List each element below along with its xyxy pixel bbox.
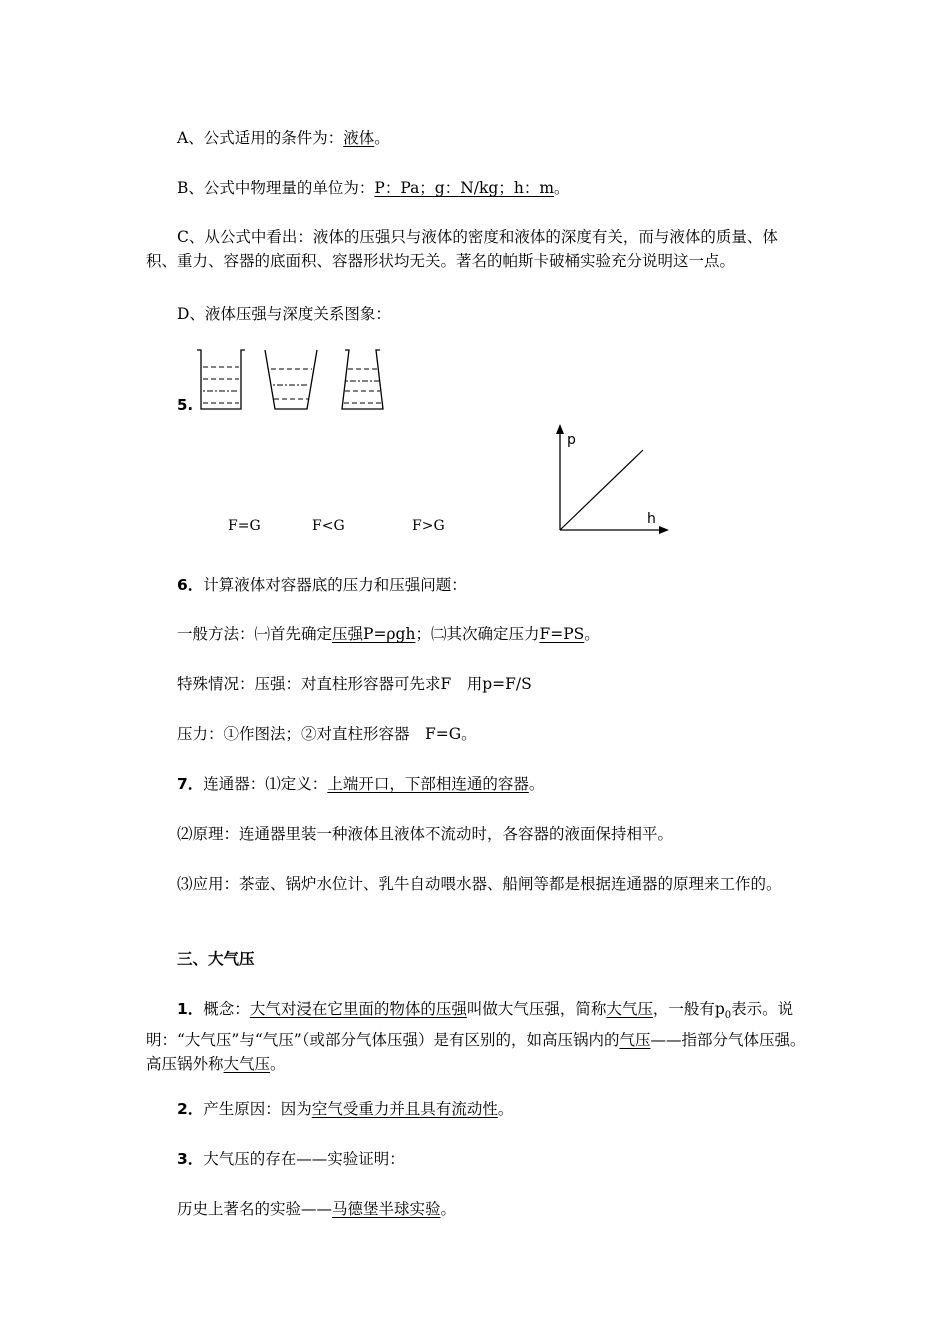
concept-t4: 表示。说明：“大气压”与“气压”（或部分气体压强）是有区别的，如高压锅内的 [146,1000,794,1050]
item-c [146,225,806,273]
container-diagrams [195,345,405,420]
history-suffix: 。 [440,1200,457,1218]
item-6-title-text: 计算液体对容器底的压力和压强问题： [203,576,467,594]
general-mid: ；㈡其次确定压力 [415,625,540,643]
pressure-depth-graph [545,422,675,537]
atmosphere-cause [146,1097,806,1121]
concept-t6: 。 [270,1055,286,1074]
concept-subscript: 0 [724,1010,732,1022]
item-a-text: A、公式适用的条件为： [177,129,344,147]
item-c-text: C、从公式中看出：液体的压强只与液体的密度和液体的深度有关，而与液体的质量、体积、重力、容器的底面积、容器形状均无关。著名的帕斯卡破桶实验充分说明这一点。 [146,228,778,270]
atmosphere-concept [146,997,806,1076]
general-pressure-formula: 压强P=ρgh [332,625,416,643]
item-d [146,302,806,326]
concept-number: 1． [177,1000,204,1018]
concept-u4: 大气压 [223,1055,271,1074]
item-b-text: B、公式中物理量的单位为： [177,179,375,197]
history-experiment [146,1197,806,1221]
figure-number: 5. [177,396,194,414]
item-7-definition [146,772,806,796]
container-cylinder [197,350,245,409]
existence-text: 大气压的存在——实验证明： [203,1150,405,1168]
item-6-number: 6． [177,576,204,594]
special-text: 特殊情况：压强：对直柱形容器可先求F 用p=F/S [177,675,532,693]
item-a-underlined: 液体 [343,129,375,147]
item-b [146,176,806,200]
item-b-suffix: 。 [554,179,570,197]
concept-u2: 大气压 [606,1000,653,1018]
container-narrow-top [342,350,383,409]
concept-u1: 大气对浸在它里面的物体的压强 [249,1000,467,1018]
general-force-formula: F=PS [539,625,585,643]
section-3-title: 三、大气压 [177,950,255,968]
item-7-principle [146,822,806,846]
cause-underlined: 空气受重力并且具有流动性 [311,1100,498,1118]
item-7-number: 7． [177,775,204,793]
item-6-force [146,722,806,746]
cause-suffix: 。 [497,1100,514,1118]
label-f-less-g: F<G [312,518,345,534]
definition-prefix: 连通器：⑴定义： [203,775,328,793]
item-7-application [146,872,806,896]
section-3-heading [146,947,806,971]
force-text: 压力：①作图法；②对直柱形容器 F=G。 [177,725,477,743]
cause-number: 2． [177,1100,204,1118]
x-axis-label: h [647,511,656,527]
existence-number: 3． [177,1150,204,1168]
x-axis-arrow [659,526,669,534]
cause-prefix: 产生原因：因为 [203,1100,312,1118]
proportional-line [560,450,643,530]
application-text: ⑶应用：茶壶、锅炉水位计、乳牛自动喂水器、船闸等都是根据连通器的原理来工作的。 [177,875,782,893]
general-prefix: 一般方法：㈠首先确定 [177,625,333,643]
item-d-text: D、液体压强与深度关系图象： [177,305,391,323]
item-6-special [146,672,806,696]
container-wide-top [265,350,317,409]
concept-t3: ，一般有p [652,1000,725,1018]
y-axis-arrow [556,424,564,434]
item-a [146,126,806,150]
item-6-title [146,573,806,597]
concept-u3: 气压 [619,1031,651,1050]
history-prefix: 历史上著名的实验—— [177,1200,333,1218]
item-6-general [146,622,806,646]
concept-t2: 叫做大气压强，简称 [466,1000,607,1018]
label-f-greater-g: F>G [412,518,445,534]
definition-underlined: 上端开口，下部相连通的容器 [327,775,529,793]
item-a-suffix: 。 [374,129,390,147]
history-underlined: 马德堡半球实验 [332,1200,441,1218]
principle-text: ⑵原理：连通器里装一种液体且液体不流动时，各容器的液面保持相平。 [177,825,674,843]
atmosphere-existence [146,1147,806,1171]
y-axis-label: p [567,432,576,448]
concept-t5: ——指部分气体压强。高压锅外称 [146,1031,806,1074]
item-b-underlined: P：Pa；g：N/kg；h：m [374,179,555,197]
definition-suffix: 。 [528,775,545,793]
general-suffix: 。 [584,625,600,643]
label-f-equal-g: F=G [228,518,261,534]
concept-t1: 概念： [203,1000,250,1018]
